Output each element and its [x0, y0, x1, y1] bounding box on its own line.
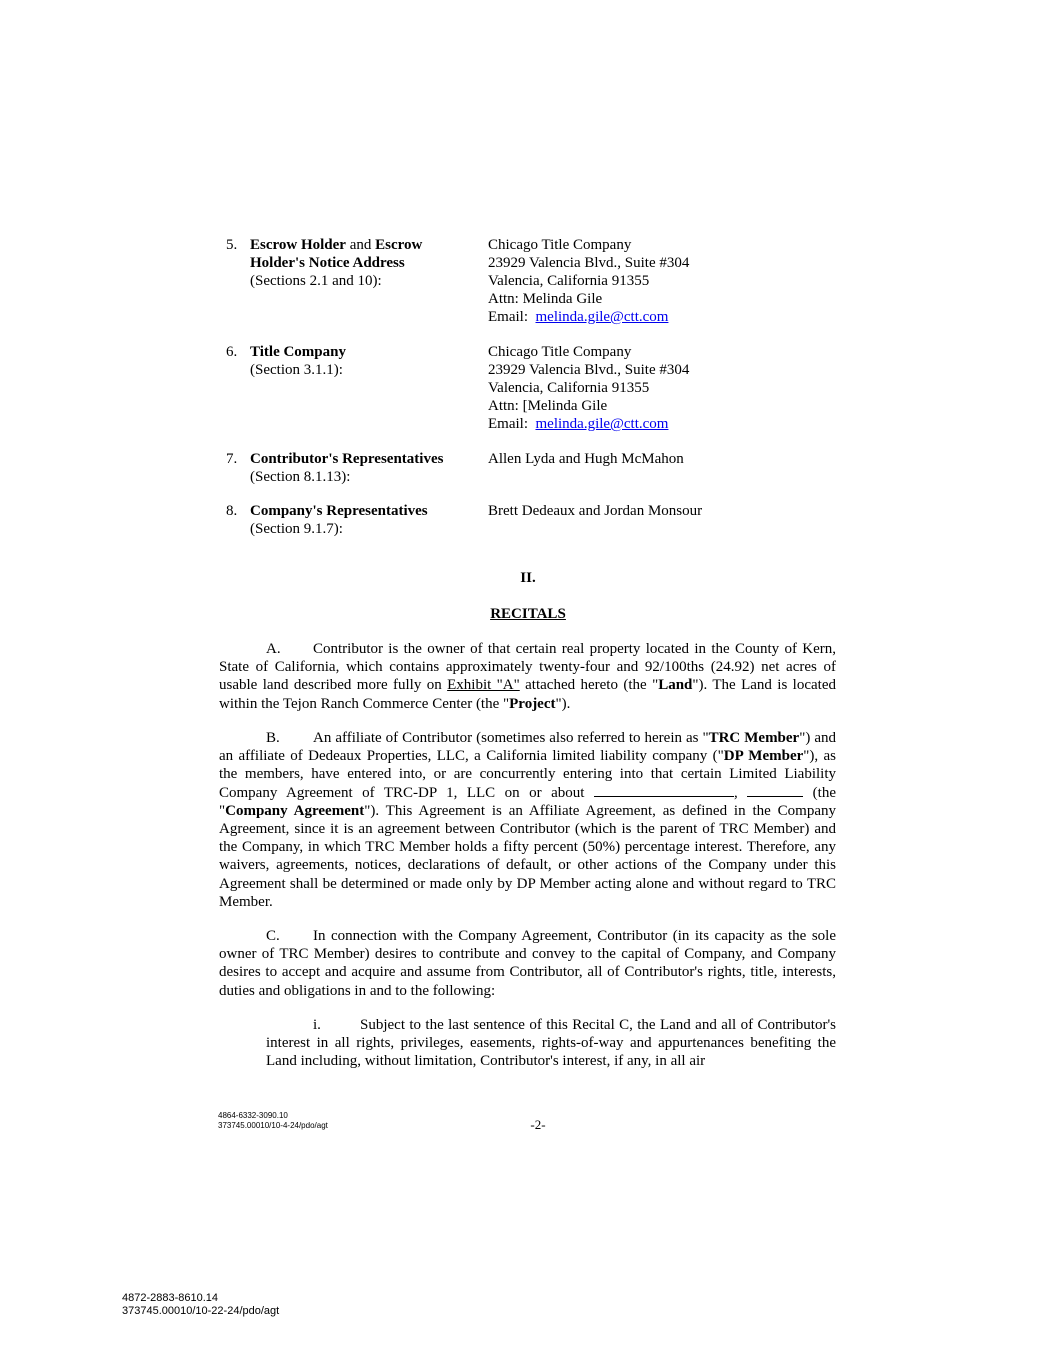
paragraph-text: ") and an affiliate of Dedeaux Properties, LLC, a California limited liability company (" [219, 730, 836, 765]
item-value [488, 236, 818, 326]
paragraph-text: An affiliate of Contributor (sometimes also referred to herein as " [313, 730, 709, 746]
defined-term: Project [509, 695, 556, 712]
value-line: 23929 Valencia Blvd., Suite #304 [488, 255, 690, 271]
paragraph-marker: B. [266, 730, 280, 746]
defined-term: Company Agreement [225, 802, 365, 819]
email-link[interactable]: melinda.gile@ctt.com [535, 309, 669, 325]
defined-term: DP Member [723, 748, 804, 765]
label-line [250, 502, 480, 520]
paragraph-text: In connection with the Company Agreement, Contributor (in its capacity as the sole owner of TRC Member) desires to contribute and convey to the capital of Company, and Company desires to accept and acquire and assume from Contributor, all of Contributor's rights, title, interests, duties and obligations in and to the following: [219, 928, 836, 999]
defined-term: TRC Member [708, 730, 800, 746]
label-line [250, 520, 480, 538]
label-line [250, 343, 480, 361]
value-line: Chicago Title Company [488, 344, 632, 360]
value-line: Attn: [Melinda Gile [488, 398, 608, 414]
email-link[interactable]: melinda.gile@ctt.com [535, 416, 669, 432]
outer-footer [122, 1292, 279, 1318]
item-label [250, 450, 480, 486]
label-line [250, 361, 480, 379]
value-line: Attn: Melinda Gile [488, 291, 603, 307]
page-number: -2- [530, 1117, 546, 1132]
paragraph-text: Subject to the last sentence of this Recital C, the Land and all of Contributor's interest in all rights, privileges, easements, rights-of-way and appurtenances benefiting the Land including, without limitation, Contributor's interest, if any, in all air [266, 1017, 836, 1070]
label-text-bold: Escrow Holder [250, 237, 346, 253]
paragraph-text: , [733, 784, 748, 801]
email-prefix: Email: [488, 416, 536, 432]
paragraph-text: attached hereto (the " [519, 677, 659, 694]
label-line [250, 468, 480, 486]
email-line [488, 308, 818, 326]
email-line [488, 415, 818, 433]
recital-b [219, 729, 836, 911]
label-text-bold: Company's Representatives [250, 503, 428, 519]
paragraph-text: "). [555, 695, 571, 712]
defined-term: Land [658, 677, 693, 694]
label-text-bold: Escrow [375, 237, 423, 253]
value-line: Chicago Title Company [488, 237, 632, 253]
value-line: Allen Lyda and Hugh McMahon [488, 451, 684, 467]
recital-a [219, 640, 836, 713]
label-line [250, 450, 480, 468]
footer-doc-path: 373745.00010/10-4-24/pdo/agt [218, 1121, 328, 1130]
label-text-bold: Holder's Notice Address [250, 255, 405, 271]
recital-c-item-i [266, 1016, 836, 1071]
page-footer-ids [218, 1111, 328, 1131]
value-line: Brett Dedeaux and Jordan Monsour [488, 503, 703, 519]
paragraph-text: (the " [219, 784, 836, 819]
item-number: 6. [226, 344, 238, 360]
section-title-text: RECITALS [490, 606, 566, 622]
item-label [250, 236, 480, 290]
section-title [218, 606, 838, 623]
paragraph-text: Contributor is the owner of that certain real property located in the County of Kern, State of California, which contains approximately twenty-four and 92/100ths (24.92) net acres of usable land described more fully on [219, 641, 836, 694]
item-value [488, 502, 818, 520]
label-line [250, 272, 480, 290]
paragraph-marker: i. [313, 1017, 321, 1033]
blank-line [747, 784, 803, 797]
label-text: (Section 8.1.13): [250, 469, 351, 485]
item-number: 7. [226, 451, 238, 467]
paragraph-marker: C. [266, 928, 280, 944]
item-number: 5. [226, 237, 238, 253]
label-text: and [345, 237, 376, 253]
label-line [250, 254, 480, 272]
value-line: 23929 Valencia Blvd., Suite #304 [488, 362, 690, 378]
item-label [250, 343, 480, 379]
footer-doc-id: 4864-6332-3090.10 [218, 1111, 288, 1120]
paragraph-text: "). The Land is located within the Tejon Ranch Commerce Center (the " [219, 677, 836, 712]
label-text-bold: Title Company [250, 344, 346, 360]
item-value [488, 450, 818, 468]
email-prefix: Email: [488, 309, 536, 325]
item-number: 8. [226, 503, 238, 519]
value-line: Valencia, California 91355 [488, 273, 650, 289]
blank-line [594, 784, 734, 797]
recital-c [219, 927, 836, 1000]
label-text: (Section 3.1.1): [250, 362, 343, 378]
label-text: (Sections 2.1 and 10): [250, 273, 382, 289]
label-text-bold: Contributor's Representatives [250, 451, 444, 467]
value-line: Valencia, California 91355 [488, 380, 650, 396]
outer-footer-doc-path: 373745.00010/10-22-24/pdo/agt [122, 1305, 280, 1317]
item-label [250, 502, 480, 538]
outer-footer-doc-id: 4872-2883-8610.14 [122, 1292, 219, 1304]
paragraph-text: "). This Agreement is an Affiliate Agreement, as defined in the Company Agreement, since it is an agreement between Contributor (which is the parent of TRC Member) and the Company, in which TRC Member holds a fifty percent (50%) percentage interest. Therefore, any waivers, agreements, notices, declarations of default, or other actions of the Company under this Agreement shall be determined or made only by DP Member acting alone and without regard to TRC Member. [219, 802, 836, 910]
exhibit-reference: Exhibit "A" [447, 677, 520, 694]
label-line [250, 236, 480, 254]
label-text: (Section 9.1.7): [250, 521, 343, 537]
paragraph-text: "), as the members, have entered into, or are concurrently entering into that certain Limited Liability Company Agreement of TRC-DP 1, LLC on or about [219, 748, 836, 801]
paragraph-marker: A. [266, 641, 281, 657]
item-value [488, 343, 818, 433]
section-number: II. [520, 570, 536, 586]
